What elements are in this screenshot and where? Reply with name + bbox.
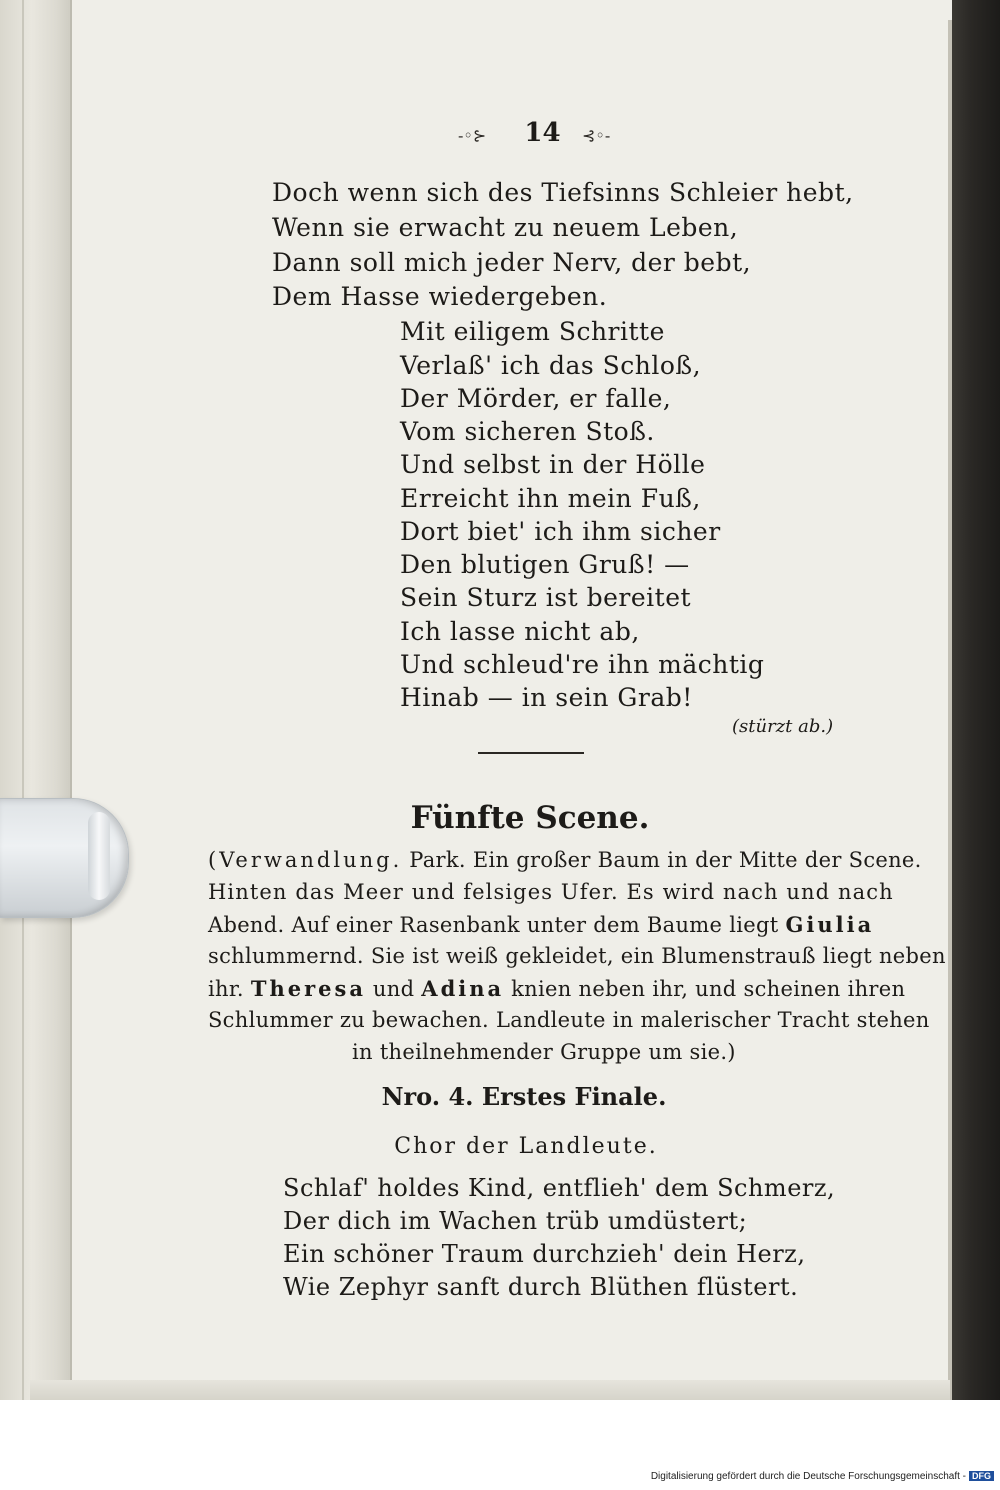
stage-direction-text: knien neben ihr, und scheinen ihren [504, 977, 906, 1001]
character-name: Giulia [785, 912, 875, 937]
character-name: Adina [421, 976, 505, 1001]
stage-direction-line: Schlummer zu bewachen. Landleute in malerischer Tracht stehen [208, 1008, 930, 1032]
verse-line: Mit eiligem Schritte [400, 317, 665, 346]
verse-line: Sein Sturz ist bereitet [400, 583, 692, 612]
page-number: 14 [524, 118, 561, 148]
footer-text: Digitalisierung gefördert durch die Deutsche Forschungsgemeinschaft - [650, 1471, 966, 1482]
verse-line: Dort biet' ich ihm sicher [400, 517, 721, 546]
stage-direction-line: Hinten das Meer und felsiges Ufer. Es wird nach und nach [208, 880, 894, 904]
ornament-right: ⊰◦- [582, 126, 611, 145]
section-divider [478, 752, 584, 754]
chorus-verse-line: Der dich im Wachen trüb umdüstert; [283, 1207, 748, 1235]
stage-direction-exit: (stürzt ab.) [732, 716, 834, 737]
dfg-logo: DFG [969, 1471, 994, 1481]
verse-line: Ich lasse nicht ab, [400, 617, 640, 646]
binding-line [22, 0, 24, 1400]
verse-line: Und schleud're ihn mächtig [400, 650, 765, 679]
stage-direction-line [208, 912, 874, 937]
stage-direction-line: in theilnehmender Gruppe um sie.) [352, 1040, 736, 1064]
verse-line: Dem Hasse wiedergeben. [272, 282, 608, 311]
verse-line: Hinab — in sein Grab! [400, 683, 693, 712]
verse-line: Doch wenn sich des Tiefsinns Schleier hebt, [272, 178, 854, 207]
stage-direction-line: schlummernd. Sie ist weiß gekleidet, ein Blumenstrauß liegt neben [208, 944, 946, 968]
stage-direction-line [208, 976, 905, 1001]
page-bottom-edge [30, 1380, 950, 1402]
ornament-left: -◦⊱ [458, 126, 487, 145]
stage-direction-text: ihr. [208, 977, 251, 1001]
character-name: Theresa [250, 976, 366, 1001]
stage-direction-text: Park. Ein großer Baum in der Mitte der Scene. [402, 848, 922, 872]
verse-line: Der Mörder, er falle, [400, 384, 672, 413]
stage-direction-text: Abend. Auf einer Rasenbank unter dem Baume liegt [208, 913, 786, 937]
chorus-verse-line: Ein schöner Traum durchzieh' dein Herz, [283, 1240, 806, 1268]
left-page-edge [0, 0, 72, 1400]
stage-direction-text: und [365, 977, 422, 1001]
verse-line: Wenn sie erwacht zu neuem Leben, [272, 213, 739, 242]
verse-line: Verlaß' ich das Schloß, [400, 351, 702, 380]
stage-direction-line [208, 848, 922, 872]
verse-line: Den blutigen Gruß! — [400, 550, 690, 579]
scene-title: Fünfte Scene. [410, 800, 650, 836]
chorus-title: Chor der Landleute. [394, 1134, 658, 1159]
musical-number-title: Nro. 4. Erstes Finale. [381, 1082, 667, 1111]
verse-line: Erreicht ihn mein Fuß, [400, 484, 701, 513]
chorus-verse-line: Wie Zephyr sanft durch Blüthen flüstert. [283, 1273, 799, 1301]
digitization-footer [651, 1471, 994, 1482]
verse-line: Und selbst in der Hölle [400, 450, 706, 479]
book-cover-board [952, 0, 1000, 1400]
verse-line: Vom sicheren Stoß. [400, 417, 655, 446]
verse-line: Dann soll mich jeder Nerv, der bebt, [272, 248, 752, 277]
chorus-verse-line: Schlaf' holdes Kind, entflieh' dem Schmerz, [283, 1174, 836, 1202]
stage-direction-spaced: (Verwandlung. [208, 848, 403, 872]
